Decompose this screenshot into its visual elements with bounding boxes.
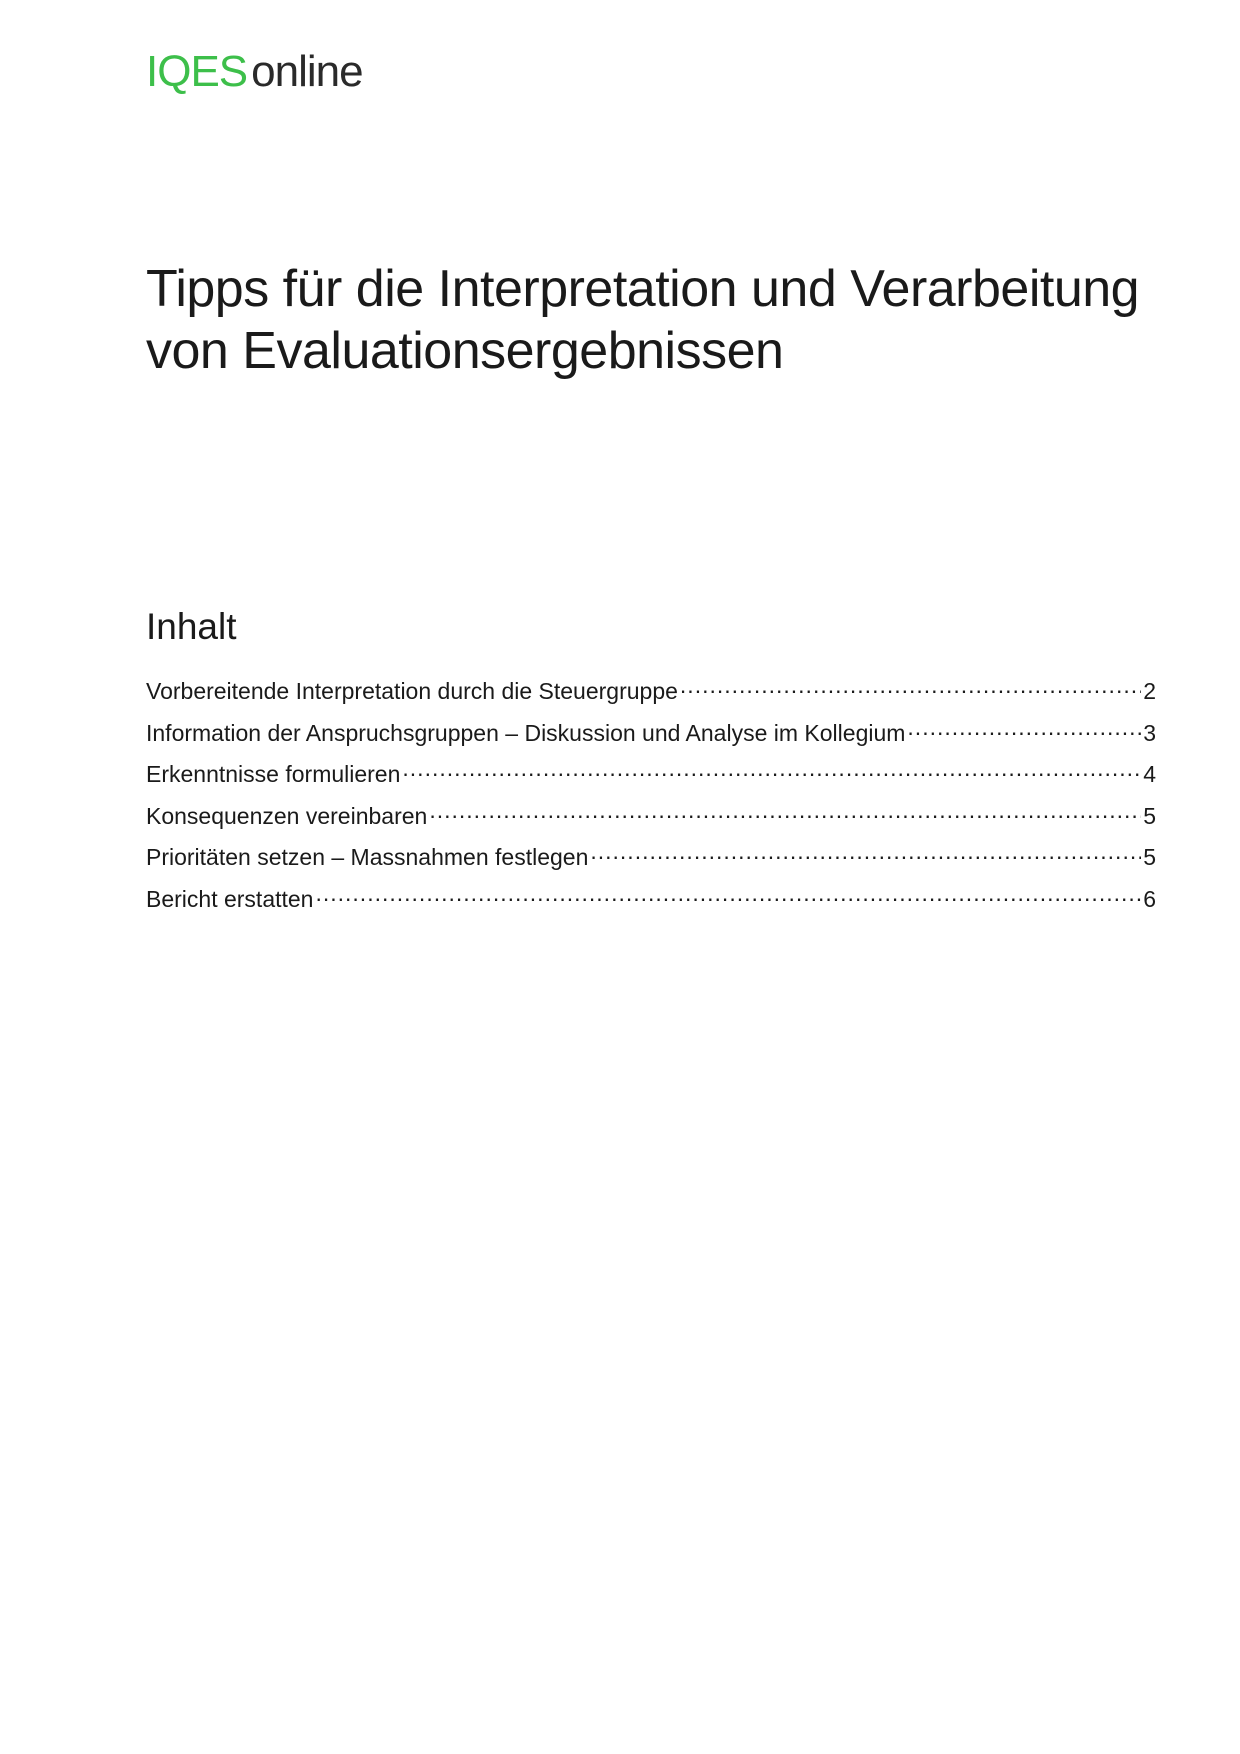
toc-entry[interactable] — [146, 759, 1156, 801]
toc-page-number: 5 — [1143, 802, 1156, 829]
toc-entry-label: Information der Anspruchsgruppen – Diskussion und Analyse im Kollegium — [146, 719, 906, 746]
toc-dot-leader — [680, 676, 1141, 699]
toc-entry-label: Konsequenzen vereinbaren — [146, 802, 428, 829]
toc-entry[interactable] — [146, 884, 1156, 926]
toc-entry[interactable] — [146, 676, 1156, 718]
toc-entry[interactable] — [146, 842, 1156, 884]
toc-entry-label: Erkenntnisse formulieren — [146, 761, 401, 787]
toc-page-number: 4 — [1143, 761, 1156, 787]
toc-page-number: 5 — [1143, 844, 1156, 870]
toc-page-number: 6 — [1143, 885, 1156, 912]
toc-entry[interactable] — [146, 801, 1156, 843]
toc-entry[interactable] — [146, 718, 1156, 760]
toc-heading: Inhalt — [146, 606, 237, 647]
toc-page-number: 3 — [1143, 719, 1156, 746]
toc-entry-label: Vorbereitende Interpretation durch die Steuergruppe — [146, 678, 678, 704]
toc-dot-leader — [402, 759, 1141, 782]
toc-dot-leader — [590, 842, 1141, 865]
toc-dot-leader — [429, 801, 1141, 824]
logo — [146, 47, 363, 96]
toc-dot-leader — [907, 718, 1141, 741]
table-of-contents — [146, 676, 1156, 925]
toc-dot-leader — [315, 884, 1141, 907]
logo-brand: IQES — [146, 47, 248, 96]
document-title: Tipps für die Interpretation und Verarbeitung von Evaluationsergebnissen — [146, 260, 1140, 380]
toc-entry-label: Prioritäten setzen – Massnahmen festlegen — [146, 844, 589, 870]
toc-page-number: 2 — [1143, 678, 1156, 704]
toc-entry-label: Bericht erstatten — [146, 885, 314, 912]
logo-suffix: online — [251, 47, 363, 96]
